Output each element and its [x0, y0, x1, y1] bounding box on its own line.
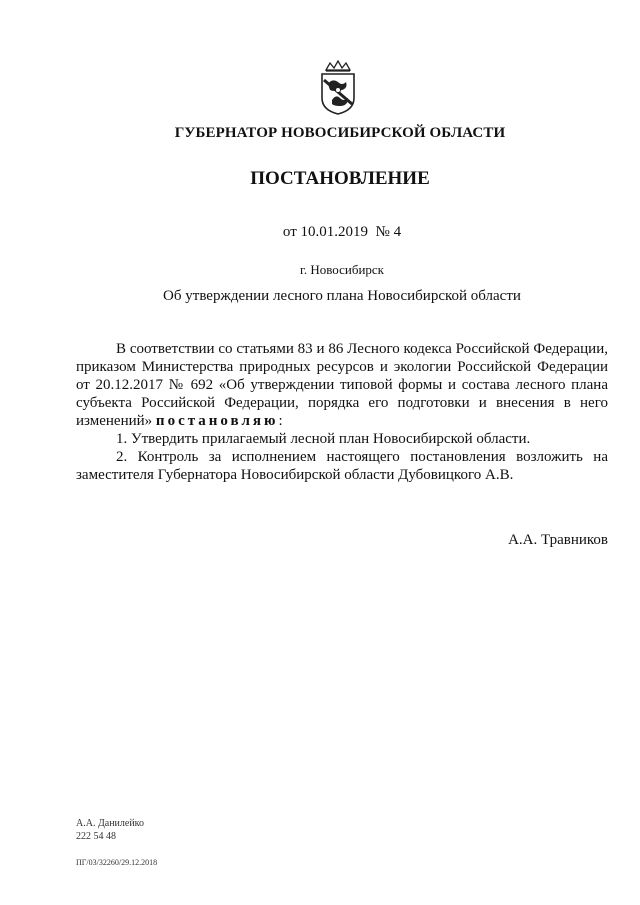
- signatory-name: А.А. Травников: [508, 532, 608, 548]
- coat-of-arms-icon: [318, 60, 358, 116]
- preamble-text: В соответствии со статьями 83 и 86 Лесного кодекса Российской Федерации, приказом Министерства природных ресурсов и экологии Российской Федерации от 20.12.2017 № 692 «Об утверждении типовой формы и состава лесного плана субъекта Российской Федерации, порядка его подготовки и внесения в него изменений»: [76, 341, 608, 429]
- decree-item-1: 1. Утвердить прилагаемый лесной план Новосибирской области.: [116, 431, 531, 447]
- document-city: г. Новосибирск: [299, 262, 384, 277]
- decree-colon: :: [278, 413, 283, 429]
- document-date-line: [0, 224, 640, 241]
- document-type: ПОСТАНОВЛЕНИЕ: [250, 168, 430, 189]
- preamble-paragraph: [76, 340, 608, 430]
- document-title: Об утверждении лесного плана Новосибирской области: [163, 288, 521, 304]
- document-date: от 10.01.2019: [282, 224, 369, 240]
- document-number: № 4: [375, 224, 402, 240]
- document-body: [76, 340, 608, 484]
- executor-phone: 222 54 48: [76, 831, 116, 842]
- executor-name: А.А. Данилейко: [76, 818, 145, 829]
- decree-item-2: 2. Контроль за исполнением настоящего постановления возложить на заместителя Губернатора Новосибирской области Дубовицкого А.В.: [76, 449, 608, 483]
- issuing-authority: ГУБЕРНАТОР НОВОСИБИРСКОЙ ОБЛАСТИ: [174, 125, 506, 141]
- registration-number: ПГ/03/32260/29.12.2018: [76, 858, 158, 867]
- decree-word: постановляю: [155, 413, 279, 429]
